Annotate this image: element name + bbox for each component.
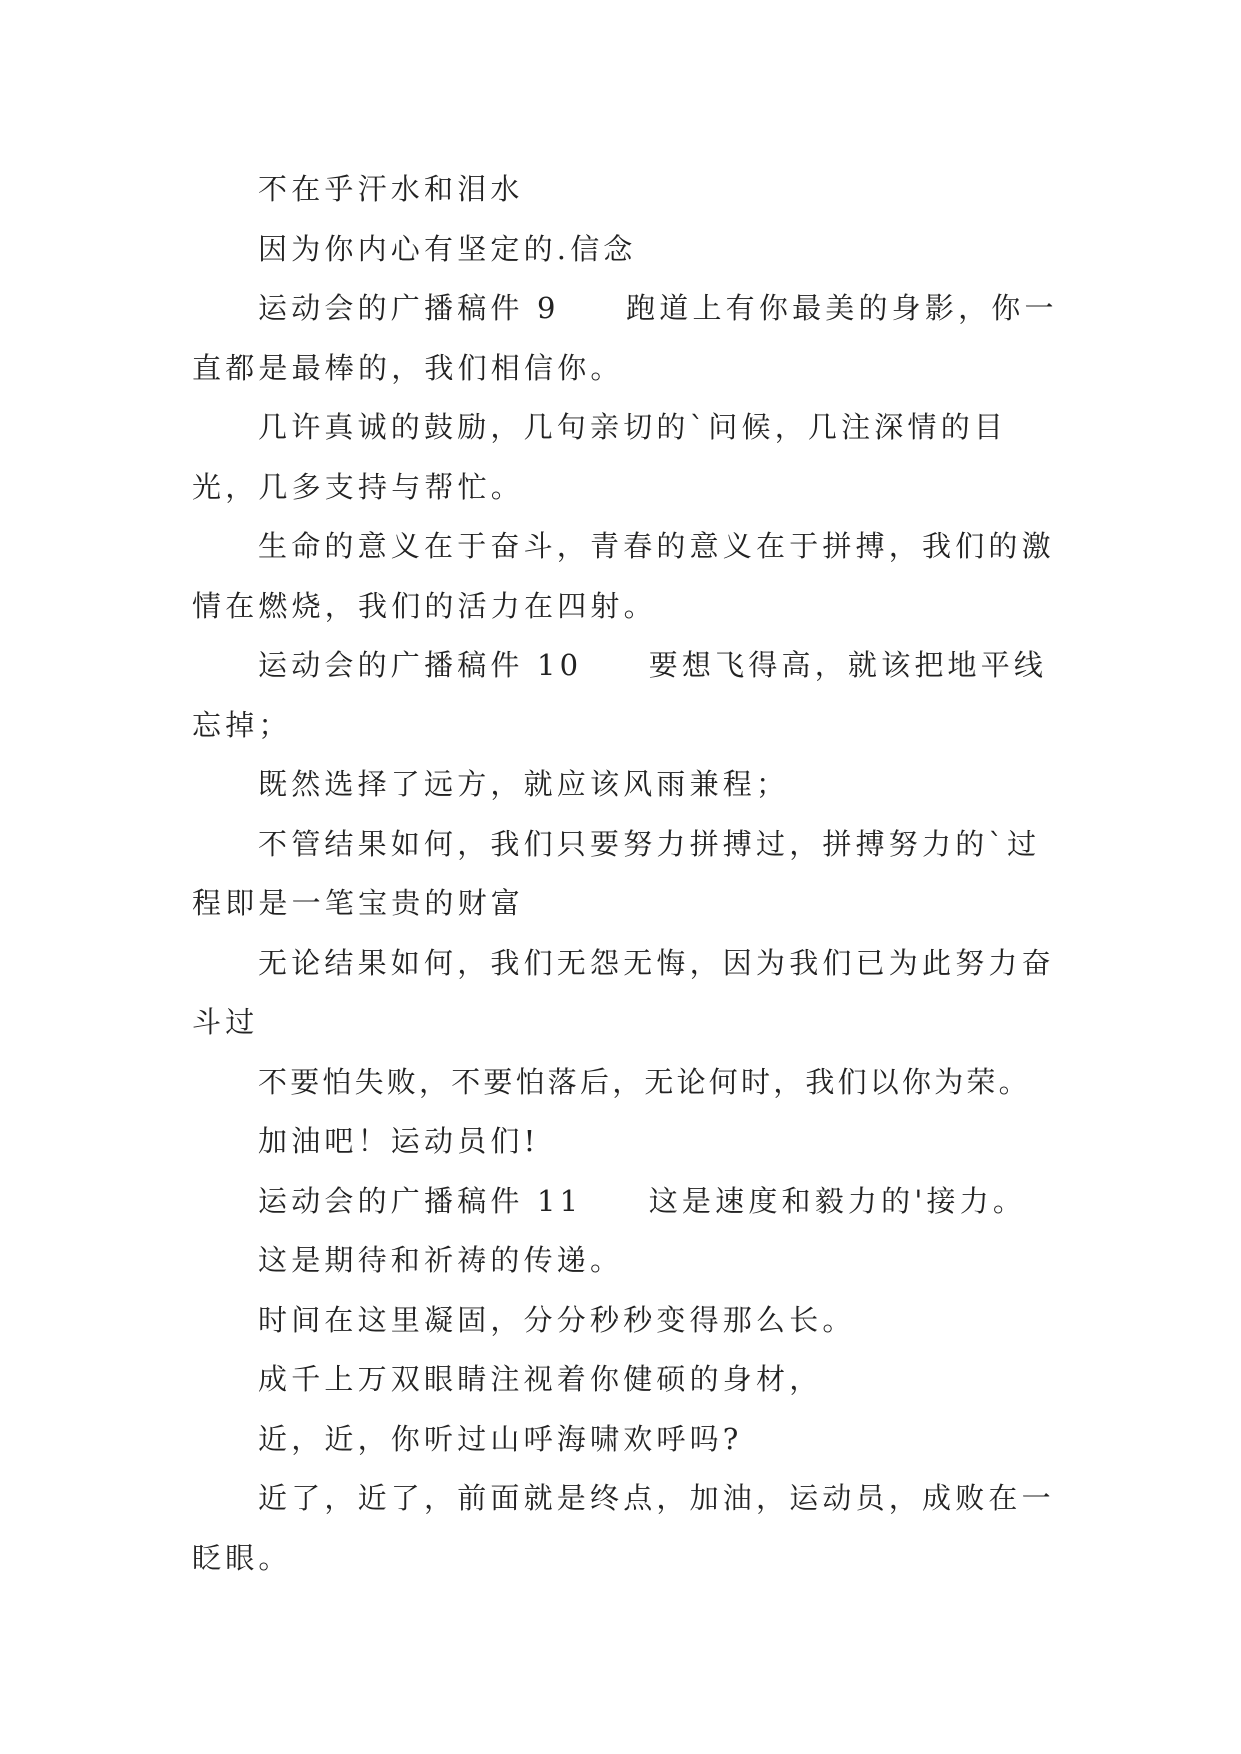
paragraph: 生命的意义在于奋斗，青春的意义在于拼搏，我们的激情在燃烧，我们的活力在四射。	[192, 529, 1055, 623]
paragraph: 运动会的广播稿件 11 这是速度和毅力的'接力。	[258, 1183, 1027, 1218]
paragraph: 不要怕失败，不要怕落后，无论何时，我们以你为荣。	[258, 1064, 1031, 1099]
paragraph: 不管结果如何，我们只要努力拼搏过，拼搏努力的`过程即是一笔宝贵的财富	[192, 826, 1041, 920]
paragraph: 时间在这里凝固，分分秒秒变得那么长。	[258, 1302, 856, 1337]
paragraph: 不在乎汗水和泪水	[258, 172, 524, 206]
paragraph: 无论结果如何，我们无怨无悔，因为我们已为此努力奋斗过	[192, 945, 1055, 1039]
paragraph: 近了，近了，前面就是终点，加油，运动员，成败在一眨眼。	[192, 1481, 1055, 1575]
paragraph: 运动会的广播稿件 10 要想飞得高，就该把地平线忘掉；	[192, 648, 1048, 742]
paragraph: 因为你内心有坚定的.信念	[258, 231, 637, 266]
paragraph: 这是期待和祈祷的传递。	[258, 1243, 624, 1277]
paragraph: 近，近，你听过山呼海啸欢呼吗?	[258, 1421, 743, 1456]
paragraph: 运动会的广播稿件 9 跑道上有你最美的身影，你一直都是最棒的，我们相信你。	[192, 291, 1058, 385]
paragraph: 几许真诚的鼓励，几句亲切的`问候，几注深情的目光，几多支持与帮忙。	[192, 410, 1008, 504]
paragraph: 成千上万双眼睛注视着你健硕的身材，	[258, 1362, 823, 1396]
paragraph: 加油吧！运动员们!	[258, 1124, 540, 1158]
document-body	[192, 160, 1072, 1588]
paragraph: 既然选择了远方，就应该风雨兼程；	[258, 767, 790, 801]
